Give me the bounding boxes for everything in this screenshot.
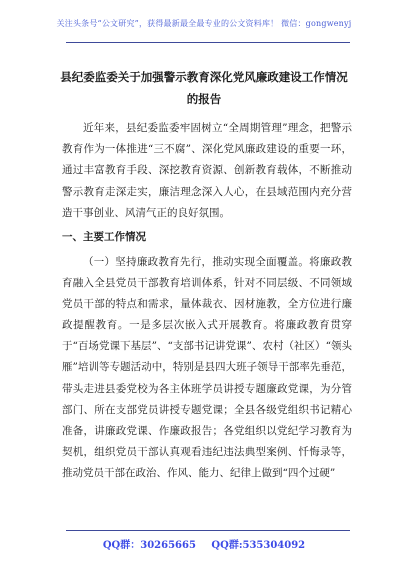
intro-block — [62, 118, 352, 224]
section-paragraph: （一）坚持廉政教育先行，推动实现全面覆盖。将廉政教育融入全县党员干部教育培训体系，针对不同层级、不同领域党员干部的特点和需求，量体裁衣、因材施教，全方位进行廉政提醒教育。一是多层次嵌入式开展教育。将廉政教育贯穿于“百场党课下基层”、“支部书记讲党课”、农村（社区）“领头雁”培训等专题活动中，特别是县四大班子领导干部率先垂范，带头走进县委党校为各主体班学员讲授专题廉政党课，为分管部门、所在支部党员讲授专题党课；全县各级党组织书记精心准备，讲廉政党课、作廉政报告；各党组织以党纪学习教育为契机，组织党员干部认真观看违纪违法典型案例、忏悔录等，推动党员干部在政治、作风、能力、纪律上做到“四个过硬” — [62, 256, 352, 479]
intro-paragraph: 近年来，县纪委监委牢固树立“全周期管理”理念，把警示教育作为一体推进“三不腐”、深化党风廉政建设的重要一环，通过丰富教育手段、深挖教育资源、创新教育载体，不断推动警示教育走深走实，廉洁理念深入人心，在县域范围内充分营造干事创业、风清气正的良好氛围。 — [62, 122, 352, 219]
header-ad-text: 关注头条号“公文研究”，获得最新最全最专业的公文资料库！ 微信：gongwenyj — [56, 19, 352, 28]
footer — [0, 536, 408, 551]
section-heading: 一、主要工作情况 — [62, 231, 146, 243]
footer-divider — [66, 530, 350, 531]
title-line-1: 县纪委监委关于加强警示教育深化党风廉政建设工作情况 — [60, 70, 348, 84]
document-title — [50, 66, 358, 110]
section-body — [62, 252, 352, 484]
header-divider — [66, 42, 350, 43]
footer-qq-group-2: QQ群:535304092 — [211, 540, 306, 551]
footer-qq-group-1: QQ群：30265665 — [102, 540, 196, 551]
title-line-2: 的报告 — [186, 92, 222, 106]
